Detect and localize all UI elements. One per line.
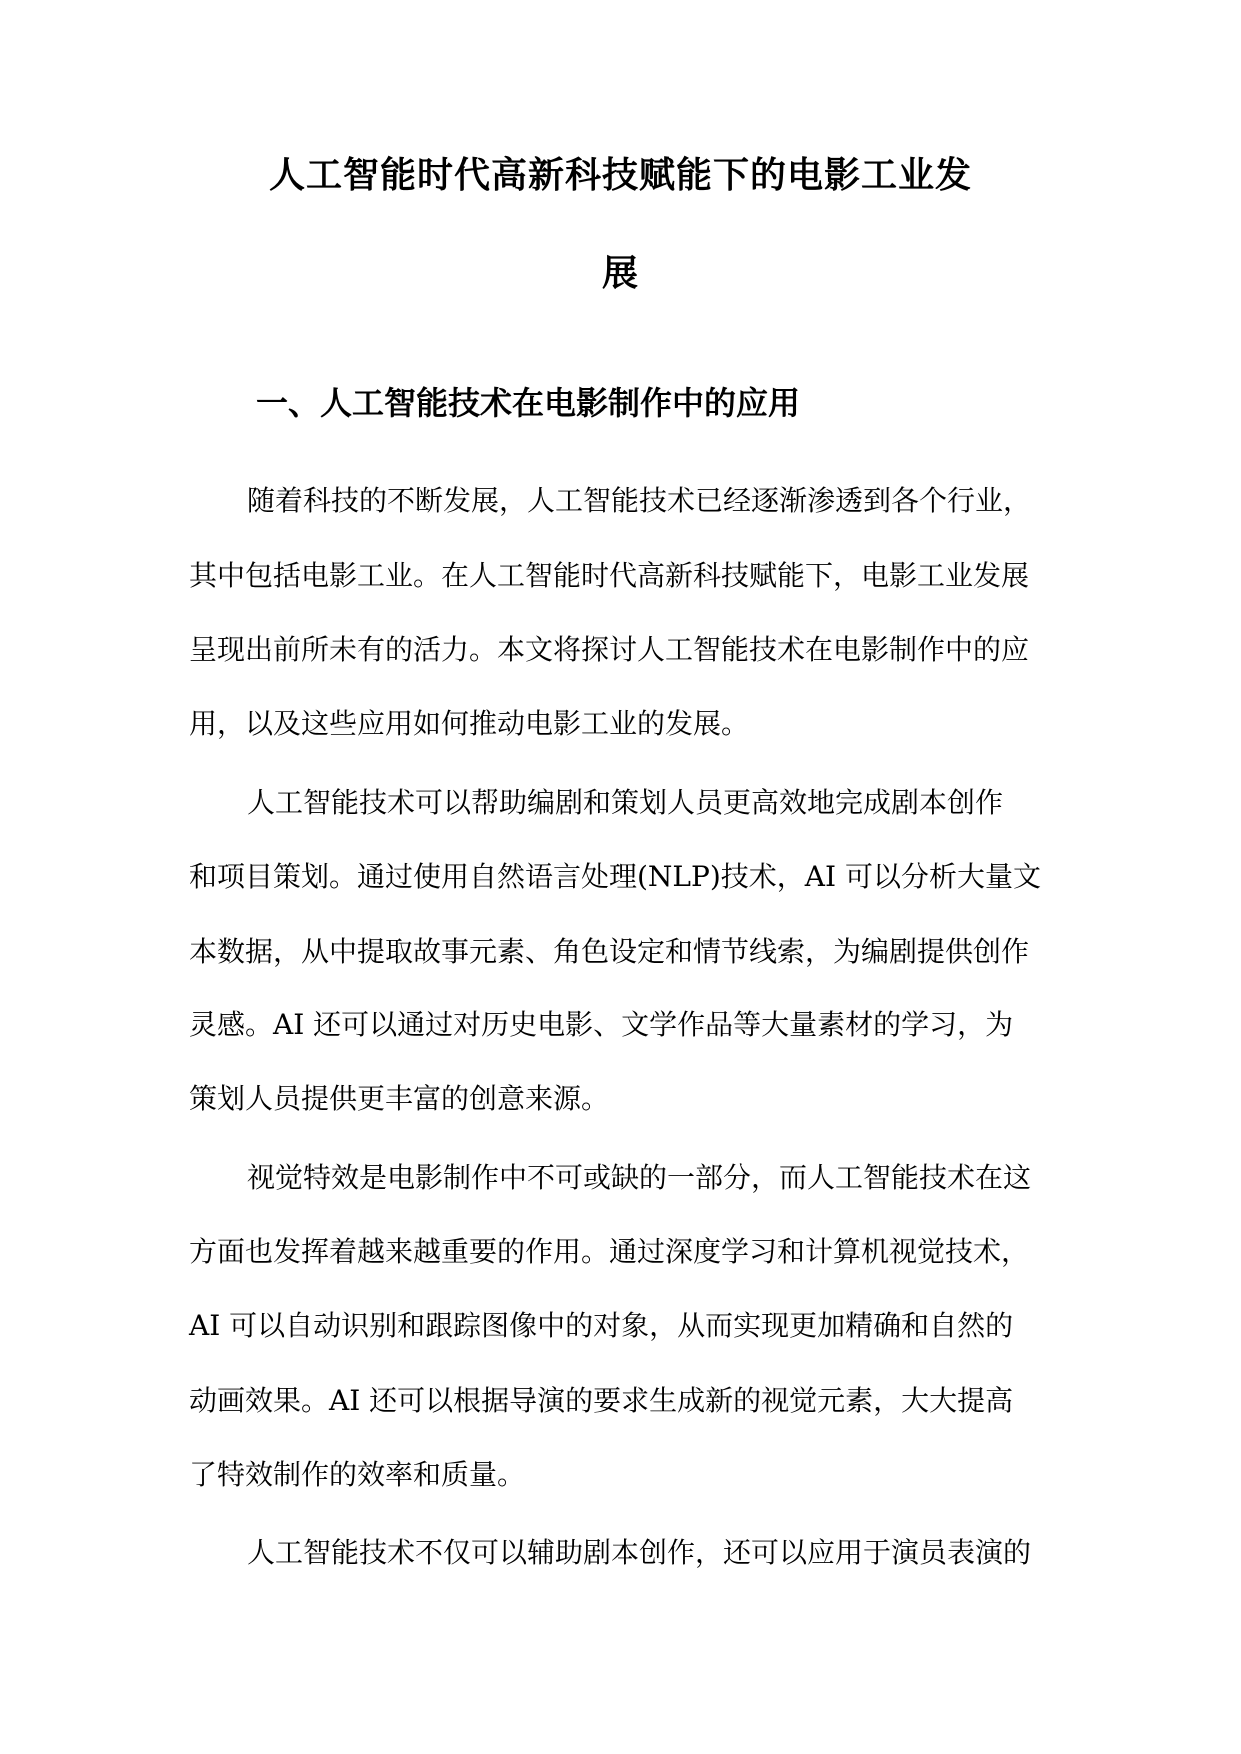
paragraph-2-line-1: 人工智能技术可以帮助编剧和策划人员更高效地完成剧本创作 (247, 786, 1004, 819)
paragraph-3-line-1: 视觉特效是电影制作中不可或缺的一部分，而人工智能技术在这 (247, 1161, 1032, 1194)
paragraph-2-line-3: 本数据，从中提取故事元素、角色设定和情节线索，为编剧提供创作 (189, 935, 1030, 968)
section-heading: 一、人工智能技术在电影制作中的应用 (256, 384, 801, 422)
paragraph-3-line-3: AI 可以自动识别和跟踪图像中的对象，从而实现更加精确和自然的 (189, 1309, 1014, 1342)
paragraph-3-line-4: 动画效果。AI 还可以根据导演的要求生成新的视觉元素，大大提高 (189, 1384, 1014, 1417)
paragraph-4-line-1: 人工智能技术不仅可以辅助剧本创作，还可以应用于演员表演的 (247, 1536, 1032, 1569)
paragraph-2-line-4: 灵感。AI 还可以通过对历史电影、文学作品等大量素材的学习，为 (189, 1008, 1014, 1041)
paragraph-2-line-2: 和项目策划。通过使用自然语言处理(NLP)技术，AI 可以分析大量文 (189, 860, 1041, 893)
document-title-line-1: 人工智能时代高新科技赋能下的电影工业发 (268, 155, 972, 196)
paragraph-1-line-3: 呈现出前所未有的活力。本文将探讨人工智能技术在电影制作中的应 (189, 633, 1030, 666)
paragraph-1-line-2: 其中包括电影工业。在人工智能时代高新科技赋能下，电影工业发展 (189, 559, 1030, 592)
document-title-line-2: 展 (601, 253, 639, 294)
paragraph-1-line-4: 用，以及这些应用如何推动电影工业的发展。 (189, 707, 750, 740)
paragraph-1-line-1: 随着科技的不断发展，人工智能技术已经逐渐渗透到各个行业， (247, 484, 1032, 517)
paragraph-3-line-2: 方面也发挥着越来越重要的作用。通过深度学习和计算机视觉技术， (189, 1235, 1030, 1268)
paragraph-2-line-5: 策划人员提供更丰富的创意来源。 (189, 1082, 610, 1115)
paragraph-3-line-5: 了特效制作的效率和质量。 (189, 1458, 526, 1491)
